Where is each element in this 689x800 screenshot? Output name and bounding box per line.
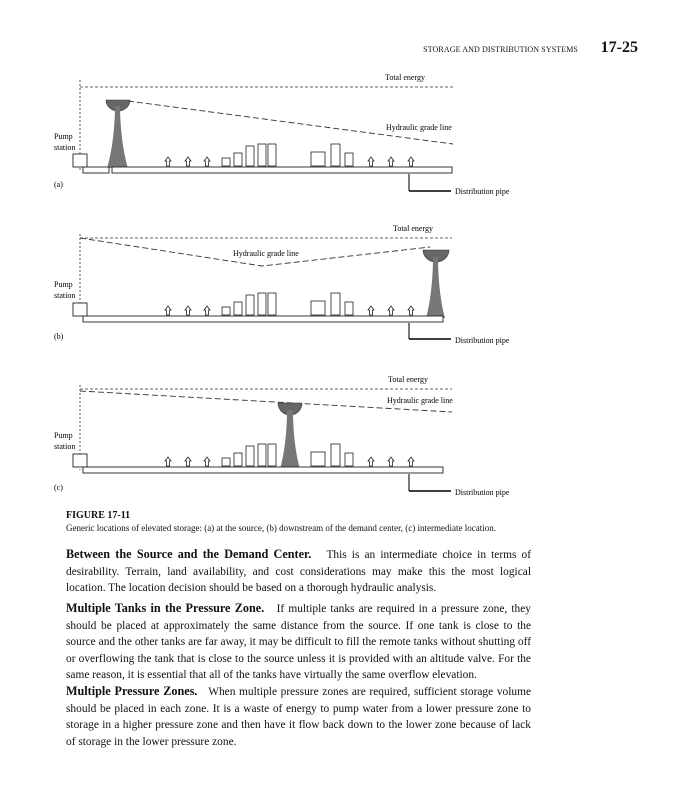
section-heading: Between the Source and the Demand Center.	[66, 547, 312, 561]
panel-c	[54, 375, 510, 497]
panel-a-hgl-label: Hydraulic grade line	[386, 123, 452, 132]
panel-a-station-label: station	[54, 143, 76, 152]
section-heading: Multiple Tanks in the Pressure Zone.	[66, 601, 265, 615]
panel-a-total-energy: Total energy	[385, 73, 425, 82]
panel-b-label: (b)	[54, 332, 64, 341]
figure-caption	[66, 510, 636, 533]
page-number: 17-25	[600, 39, 638, 56]
panel-c-label: (c)	[54, 483, 63, 492]
panel-b-station-label: station	[54, 291, 76, 300]
panel-b-hgl-label: Hydraulic grade line	[233, 249, 299, 258]
paragraph-multiple-zones	[66, 683, 531, 750]
caption-title: FIGURE 17-11	[66, 510, 131, 521]
paragraph-multiple-tanks	[66, 600, 531, 684]
paragraph-source-demand	[66, 546, 531, 597]
panel-c-total-energy: Total energy	[388, 375, 428, 384]
panel-c-pump-label: Pump	[54, 431, 73, 440]
panel-c-station-label: station	[54, 442, 76, 451]
paragraph-text: When multiple pressure zones are required, sufficient storage volume should be placed in each zone. It is a waste of energy to pump water from a lower pressure zone to storage in a higher pressure zone and then have it flow back down to the lower zone because of lack of storage in the lower pressure zone.	[66, 686, 531, 748]
panel-b-pump-label: Pump	[54, 280, 73, 289]
paragraph-text: This is an intermediate choice in terms of desirability. Terrain, land availability, and cost considerations may make this the most logical location. The location decision should be based on a thorough hydraulic analysis.	[66, 549, 531, 595]
panel-b-pipe-label: Distribution pipe	[455, 336, 510, 345]
panel-b-total-energy: Total energy	[393, 224, 433, 233]
panel-c-hgl-label: Hydraulic grade line	[387, 396, 453, 405]
panel-a-pump-label: Pump	[54, 132, 73, 141]
panel-a-pipe-label: Distribution pipe	[455, 187, 510, 196]
panel-a	[54, 73, 510, 196]
panel-b	[54, 224, 510, 345]
paragraph-text: If multiple tanks are required in a pressure zone, they should be placed at approximately the same distance from the source. If one tank is close to the source and the other tanks are far away, it may be difficult to fill the remote tanks without shutting off or overflowing the tank that is close to the source unless it is provided with an altitude valve. For the same reason, it is essential that all of the tanks have virtually the same overflow elevation.	[66, 603, 531, 682]
header-title: STORAGE AND DISTRIBUTION SYSTEMS	[423, 45, 578, 54]
section-heading: Multiple Pressure Zones.	[66, 684, 198, 698]
caption-text: Generic locations of elevated storage: (a) at the source, (b) downstream of the demand center, (c) intermediate location.	[66, 523, 496, 533]
panel-c-pipe-label: Distribution pipe	[455, 488, 510, 497]
panel-a-label: (a)	[54, 180, 63, 189]
